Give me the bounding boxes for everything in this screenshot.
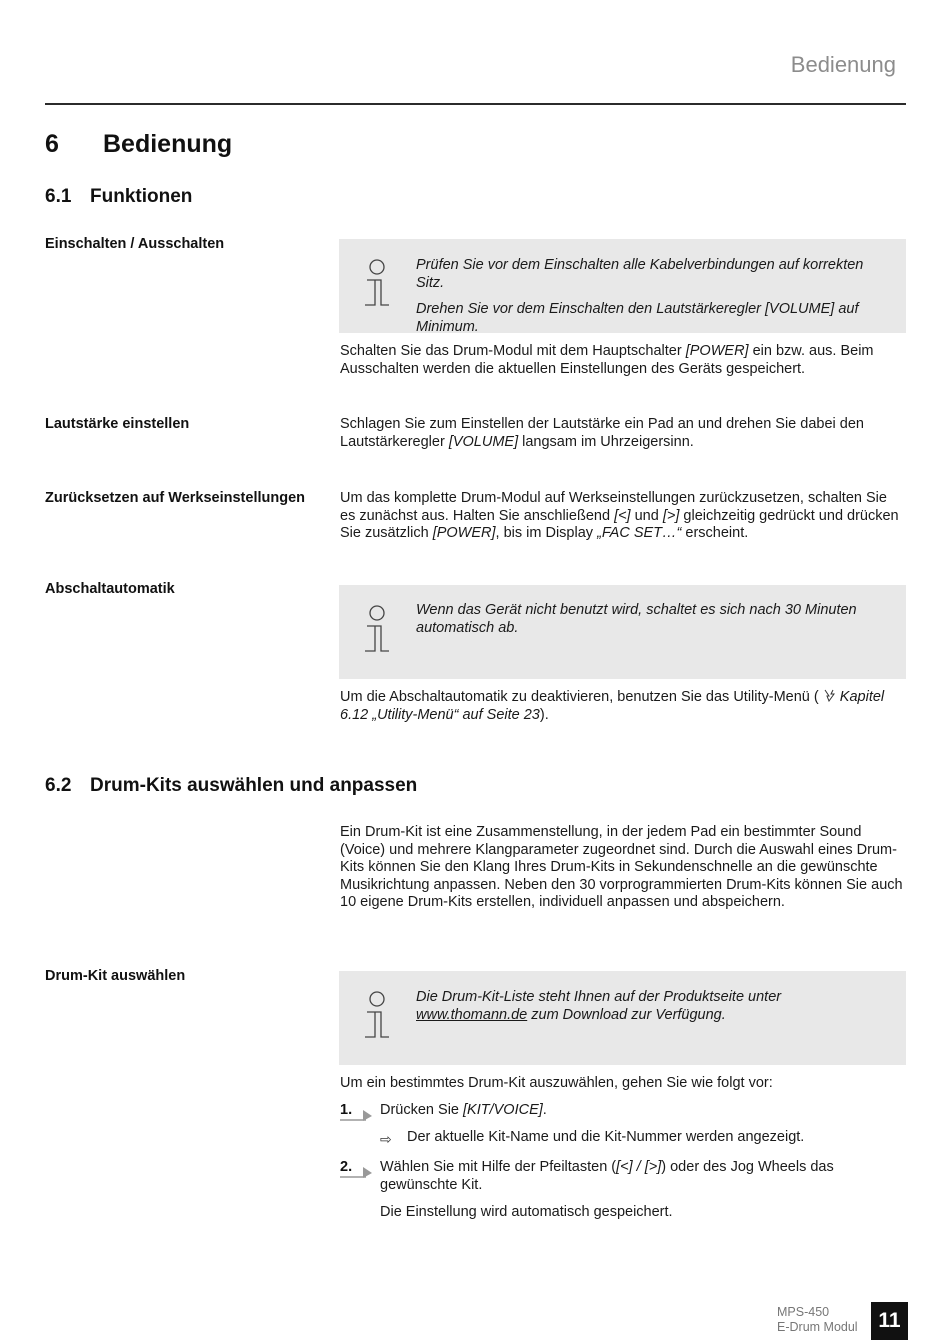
footer-model-number: MPS-450: [777, 1305, 830, 1319]
footer-product-name: E-Drum Modul: [777, 1320, 858, 1334]
text-span: ).: [539, 706, 549, 723]
label-factory-reset: Zurücksetzen auf Werkseinstellungen: [45, 490, 305, 506]
text-span: gleichzeitig gedrückt und drücken Sie zusätzlich: [340, 507, 899, 542]
note-text-auto-off: Wenn das Gerät nicht benutzt wird, schaltet es sich nach 30 Minuten automatisch ab.: [416, 602, 857, 636]
paragraph-drum-kit-intro: Ein Drum-Kit ist eine Zusammenstellung, in der jedem Pad ein bestimmter Sound (Voice) und mehrere Klangparameter zugeordnet sind. Durch die Auswahl eines Drum-Kits können Sie den Klang Ihres Drum-Kits in Sekundenschnelle an die gewünschte Musikrichtung anpassen. Neben den 30 vorprogrammierten Drum-Kits können Sie auch 10 eigene Drum-Kits erstellen, individuell anpassen und abspeichern.: [340, 824, 903, 911]
key-kit-voice: [KIT/VOICE]: [463, 1102, 543, 1118]
info-icon: [363, 259, 391, 311]
text-span: erscheint.: [681, 525, 749, 542]
label-auto-off: Abschaltautomatik: [45, 581, 175, 597]
text-span: Die Drum-Kit-Liste steht Ihnen auf der Produktseite unter: [416, 989, 782, 1005]
step-arrow-icon: [340, 1108, 374, 1122]
text-span: Wählen Sie mit Hilfe der Pfeiltasten (: [380, 1159, 617, 1175]
text-span: Schalten Sie das Drum-Modul mit dem Hauptschalter: [340, 343, 686, 359]
section-heading-functions: [45, 186, 192, 208]
display-text: „FAC SET…“: [597, 525, 682, 542]
key-volume: [VOLUME]: [448, 433, 519, 450]
step-number-1: 1.: [340, 1102, 353, 1118]
page-number: 11: [871, 1302, 908, 1340]
text-span: ) oder des Jog Wheels das gewünschte Kit.: [380, 1159, 834, 1193]
running-header: Bedienung: [790, 52, 896, 77]
paragraph-auto-off: [340, 689, 906, 724]
cross-reference-link[interactable]: Kapitel 6.12 „Utility-Menü“ auf Seite 23: [340, 689, 885, 723]
note-text-volume: Drehen Sie vor dem Einschalten den Lautstärkeregler [VOLUME] auf Minimum.: [416, 301, 859, 335]
paragraph-factory-reset: [340, 490, 906, 543]
section-number: 6.1: [45, 186, 72, 207]
result-text-1: Der aktuelle Kit-Name und die Kit-Nummer werden angezeigt.: [407, 1129, 805, 1145]
step-text-1: [380, 1102, 900, 1120]
key-left: [<]: [614, 507, 631, 524]
label-volume: Lautstärke einstellen: [45, 416, 190, 432]
info-note-auto-off: [339, 585, 906, 679]
step-text-2-note: Die Einstellung wird automatisch gespeichert.: [380, 1204, 673, 1220]
section-title: Funktionen: [90, 186, 193, 207]
chapter-heading: [45, 130, 232, 159]
text-span: , bis im Display: [495, 525, 598, 542]
cross-reference-icon: [823, 689, 836, 702]
paragraph-steps-lead: Um ein bestimmtes Drum-Kit auszuwählen, gehen Sie wie folgt vor:: [340, 1075, 773, 1091]
text-span: Drücken Sie: [380, 1102, 464, 1118]
info-note-drum-kit-list: [339, 971, 906, 1065]
label-select-drum-kit: Drum-Kit auswählen: [45, 968, 186, 984]
step-number-2: 2.: [340, 1159, 353, 1175]
key-power: [POWER]: [432, 525, 496, 542]
text-span: Um die Abschaltautomatik zu deaktivieren, benutzen Sie das Utility-Menü (: [340, 689, 823, 705]
section-heading-drum-kits: [45, 775, 417, 797]
key-arrows: [<] / [>]: [616, 1159, 662, 1175]
text-span: .: [542, 1102, 547, 1118]
key-right: [>]: [662, 507, 680, 524]
text-span: ein bzw. aus. Beim Ausschalten werden die aktuellen Einstellungen des Geräts gespeichert.: [340, 343, 874, 377]
section-number: 6.2: [45, 775, 72, 796]
header-rule: [45, 103, 906, 105]
text-span: Um das komplette Drum-Modul auf Werkseinstellungen zurückzusetzen, schalten Sie es zunächst aus. Halten Sie anschließend: [340, 490, 887, 524]
chapter-title: Bedienung: [103, 130, 233, 158]
chapter-number: 6: [45, 130, 59, 158]
section-title: Drum-Kits auswählen und anpassen: [90, 775, 418, 796]
step-text-2: [380, 1159, 900, 1194]
info-icon: [363, 991, 391, 1043]
text-span: und: [630, 507, 663, 524]
info-note-power: [339, 239, 906, 333]
label-power-on-off: Einschalten / Ausschalten: [45, 236, 225, 252]
key-power: [POWER]: [685, 343, 749, 359]
step-arrow-icon: [340, 1165, 374, 1179]
info-icon: [363, 605, 391, 657]
text-span: Schlagen Sie zum Einstellen der Lautstärke ein Pad an und drehen Sie dabei den Lautstärkeregler: [340, 416, 864, 450]
footer-model: [777, 1305, 858, 1335]
text-span: zum Download zur Verfügung.: [527, 1006, 726, 1023]
paragraph-power: [340, 343, 906, 378]
text-span: langsam im Uhrzeigersinn.: [518, 433, 694, 450]
thomann-link[interactable]: www.thomann.de: [416, 1006, 528, 1023]
note-text-cables: Prüfen Sie vor dem Einschalten alle Kabelverbindungen auf korrekten Sitz.: [416, 257, 864, 291]
paragraph-volume: [340, 416, 906, 451]
note-text-download: [416, 989, 888, 1024]
result-arrow-icon: ⇨: [380, 1131, 392, 1147]
